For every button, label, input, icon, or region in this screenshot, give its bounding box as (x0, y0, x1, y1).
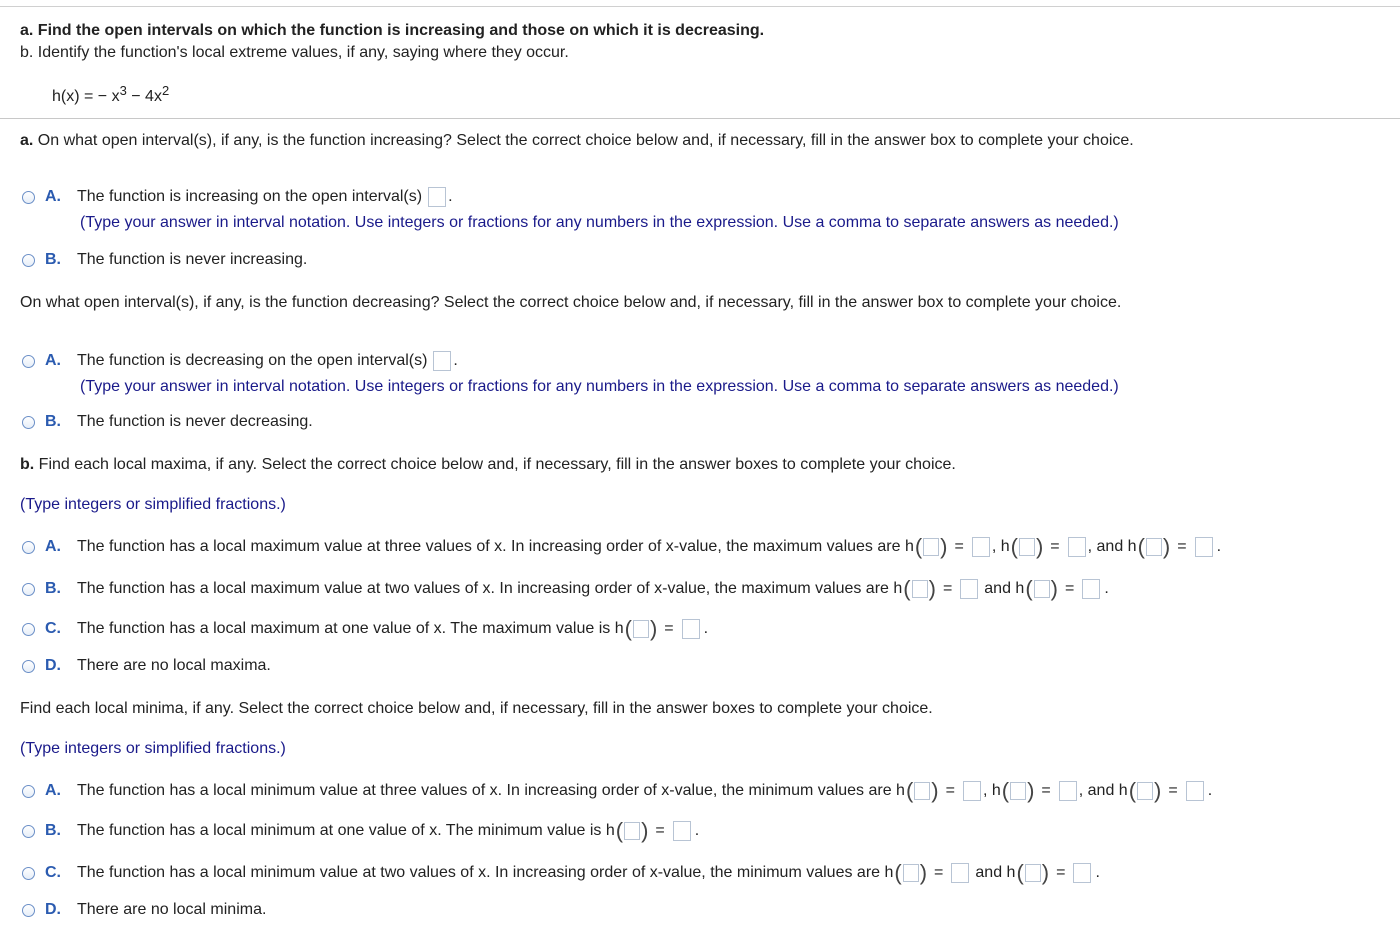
maxima-option-c[interactable] (22, 618, 708, 640)
left-paren: ( (1010, 534, 1018, 559)
comma-h: , h (991, 538, 1010, 555)
equals-sign: = (1056, 864, 1066, 881)
instruction-part-a (20, 22, 764, 40)
left-paren: ( (615, 818, 624, 843)
maxima-hint (20, 496, 286, 514)
equals-sign: = (954, 538, 964, 555)
equals-sign: = (945, 782, 955, 799)
radio-button[interactable] (22, 904, 35, 917)
option-letter: D. (45, 901, 61, 918)
radio-button[interactable] (22, 785, 35, 798)
maxima-option-a[interactable] (22, 536, 1221, 558)
increasing-interval-input[interactable] (428, 187, 446, 207)
equals-sign: = (1041, 782, 1051, 799)
radio-button[interactable] (22, 416, 35, 429)
right-paren: ) (1162, 534, 1171, 559)
option-text-row (77, 351, 458, 371)
radio-button[interactable] (22, 254, 35, 267)
option-letter: B. (45, 822, 61, 839)
minima-option-c[interactable] (22, 862, 1100, 884)
left-paren: ( (905, 778, 914, 803)
equals-sign: = (664, 620, 674, 637)
minima-option-a[interactable] (22, 780, 1212, 802)
period: . (453, 352, 458, 369)
period: . (1095, 864, 1100, 881)
option-letter: C. (45, 864, 61, 881)
option-letter: B. (45, 580, 61, 597)
max-c-value-input[interactable] (682, 619, 700, 639)
right-paren: ) (931, 778, 939, 803)
and-h: and h (975, 864, 1016, 881)
equals-sign: = (1050, 538, 1060, 555)
decreasing-interval-input[interactable] (433, 351, 451, 371)
function-mid: − 4x (126, 88, 162, 105)
equals-sign: = (655, 822, 665, 839)
option-text-row (77, 187, 453, 207)
max-x3-input[interactable] (1146, 538, 1162, 556)
decreasing-option-b[interactable] (22, 411, 313, 433)
option-text-row (77, 862, 1100, 884)
max-x1-input[interactable] (923, 538, 939, 556)
max-b-value1-input[interactable] (960, 579, 978, 599)
option-text: The function is increasing on the open interval(s) (77, 188, 423, 205)
option-letter: D. (45, 657, 61, 674)
option-letter: A. (45, 782, 61, 799)
max-b-x2-input[interactable] (1034, 580, 1050, 598)
decreasing-prompt-text: On what open interval(s), if any, is the function decreasing? Select the correct choice below and, if necessary, fill in the answer box to complete your choice. (20, 294, 1122, 311)
max-value2-input[interactable] (1068, 537, 1086, 557)
right-paren: ) (928, 576, 936, 601)
instruction-part-b-text: b. Identify the function's local extreme values, if any, saying where they occur. (20, 44, 569, 61)
minima-hint (20, 740, 286, 758)
option-text: The function is decreasing on the open interval(s) (77, 352, 428, 369)
radio-button[interactable] (22, 541, 35, 554)
increasing-hint-text: (Type your answer in interval notation. Use integers or fractions for any numbers in the expression. Use a comma to separate answers as needed.) (80, 214, 1119, 231)
option-text: The function is never increasing. (77, 251, 308, 268)
right-paren: ) (641, 818, 649, 843)
period: . (1104, 580, 1109, 597)
equals-sign: = (1168, 782, 1178, 799)
min-b-x-input[interactable] (624, 822, 640, 840)
minima-hint-text: (Type integers or simplified fractions.) (20, 740, 286, 757)
minima-option-d[interactable] (22, 899, 266, 921)
min-b-value-input[interactable] (673, 821, 691, 841)
option-text-row (77, 536, 1221, 558)
option-text-row (77, 578, 1109, 600)
header-separator (0, 118, 1400, 119)
maxima-option-b[interactable] (22, 578, 1109, 600)
top-divider (0, 6, 1400, 7)
decreasing-prompt (20, 294, 1121, 312)
increasing-prompt (20, 132, 1134, 150)
instruction-part-b (20, 44, 569, 62)
maxima-hint-text: (Type integers or simplified fractions.) (20, 496, 286, 513)
option-text: There are no local maxima. (77, 657, 271, 674)
period: . (703, 620, 709, 637)
left-paren: ( (624, 616, 632, 641)
radio-button[interactable] (22, 660, 35, 673)
option-text: The function has a local maximum value at three values of x. In increasing order of x-value, the maximum values are h (77, 538, 914, 555)
equals-sign: = (1064, 580, 1075, 597)
max-c-x-input[interactable] (633, 620, 649, 638)
option-letter: B. (45, 413, 61, 430)
max-b-value2-input[interactable] (1082, 579, 1100, 599)
equals-sign: = (942, 580, 953, 597)
increasing-option-b[interactable] (22, 249, 307, 271)
minima-prompt (20, 700, 933, 718)
right-paren: ) (1041, 860, 1050, 885)
function-exponent-3: 3 (119, 83, 127, 98)
max-value1-input[interactable] (972, 537, 990, 557)
period: . (448, 188, 453, 205)
minima-prompt-text: Find each local minima, if any. Select the correct choice below and, if necessary, fill in the answer boxes to complete your choice. (20, 700, 933, 717)
left-paren: ( (894, 860, 902, 885)
left-paren: ( (914, 534, 923, 559)
radio-button[interactable] (22, 191, 35, 204)
instruction-part-a-text: a. Find the open intervals on which the function is increasing and those on which it is decreasing. (20, 22, 765, 39)
max-value3-input[interactable] (1195, 537, 1213, 557)
right-paren: ) (919, 860, 928, 885)
radio-button[interactable] (22, 867, 35, 880)
max-b-x1-input[interactable] (912, 580, 928, 598)
option-text: The function has a local minimum at one value of x. The minimum value is h (77, 822, 615, 839)
right-paren: ) (1035, 534, 1044, 559)
left-paren: ( (1025, 576, 1033, 601)
right-paren: ) (940, 534, 948, 559)
option-text: The function has a local minimum value at two values of x. In increasing order of x-value, the minimum values are h (77, 864, 894, 881)
left-paren: ( (1016, 860, 1024, 885)
comma-and-h: , and h (1087, 538, 1137, 555)
function-lhs: h(x) = − x (52, 88, 120, 105)
min-c-value1-input[interactable] (951, 863, 969, 883)
min-value2-input[interactable] (1059, 781, 1077, 801)
maxima-prompt (20, 456, 956, 474)
right-paren: ) (1050, 576, 1058, 601)
min-value3-input[interactable] (1186, 781, 1204, 801)
left-paren: ( (1137, 534, 1145, 559)
option-text-row (77, 780, 1212, 802)
min-x1-input[interactable] (914, 782, 930, 800)
and-h: and h (984, 580, 1025, 597)
function-exponent-2: 2 (161, 83, 170, 98)
maxima-prompt-text: Find each local maxima, if any. Select the correct choice below and, if necessary, fill in the answer boxes to complete your choice. (34, 456, 956, 473)
min-x2-input[interactable] (1010, 782, 1026, 800)
option-text: There are no local minima. (77, 901, 267, 918)
left-paren: ( (1128, 778, 1137, 803)
option-text: The function has a local maximum at one value of x. The maximum value is h (77, 620, 624, 637)
increasing-prompt-text: On what open interval(s), if any, is the function increasing? Select the correct choice below and, if necessary, fill in the answer box to complete your choice. (33, 132, 1134, 149)
equals-sign: = (934, 864, 944, 881)
min-value1-input[interactable] (963, 781, 981, 801)
left-paren: ( (903, 576, 911, 601)
decreasing-hint-text: (Type your answer in interval notation. Use integers or fractions for any numbers in the expression. Use a comma to separate answers as needed.) (80, 378, 1119, 395)
increasing-prompt-label: a. (20, 132, 34, 149)
left-paren: ( (1001, 778, 1010, 803)
option-letter: B. (45, 251, 61, 268)
option-letter: A. (45, 188, 61, 205)
radio-button[interactable] (22, 355, 35, 368)
maxima-prompt-label: b. (20, 456, 35, 473)
option-text-row (77, 618, 708, 640)
right-paren: ) (1027, 778, 1035, 803)
radio-button[interactable] (22, 583, 35, 596)
radio-button[interactable] (22, 623, 35, 636)
period: . (1207, 782, 1213, 799)
option-text: The function has a local minimum value at three values of x. In increasing order of x-value, the minimum values are h (77, 782, 905, 799)
increasing-option-a[interactable] (22, 186, 453, 208)
comma-h: , h (982, 782, 1001, 799)
increasing-hint (80, 214, 1119, 232)
decreasing-option-a[interactable] (22, 350, 458, 372)
option-text-row (77, 820, 699, 842)
max-x2-input[interactable] (1019, 538, 1035, 556)
min-c-x1-input[interactable] (903, 864, 919, 882)
option-letter: C. (45, 620, 61, 637)
period: . (694, 822, 700, 839)
right-paren: ) (649, 616, 658, 641)
comma-and-h: , and h (1078, 782, 1128, 799)
function-definition (52, 83, 170, 106)
minima-option-b[interactable] (22, 820, 699, 842)
min-c-x2-input[interactable] (1025, 864, 1041, 882)
period: . (1216, 538, 1222, 555)
option-text: The function is never decreasing. (77, 413, 313, 430)
min-c-value2-input[interactable] (1073, 863, 1091, 883)
option-text: The function has a local maximum value at two values of x. In increasing order of x-value, the maximum values are h (77, 580, 903, 597)
equals-sign: = (1177, 538, 1187, 555)
min-x3-input[interactable] (1137, 782, 1153, 800)
option-letter: A. (45, 538, 61, 555)
maxima-option-d[interactable] (22, 655, 271, 677)
right-paren: ) (1154, 778, 1162, 803)
radio-button[interactable] (22, 825, 35, 838)
decreasing-hint (80, 378, 1119, 396)
option-letter: A. (45, 352, 61, 369)
